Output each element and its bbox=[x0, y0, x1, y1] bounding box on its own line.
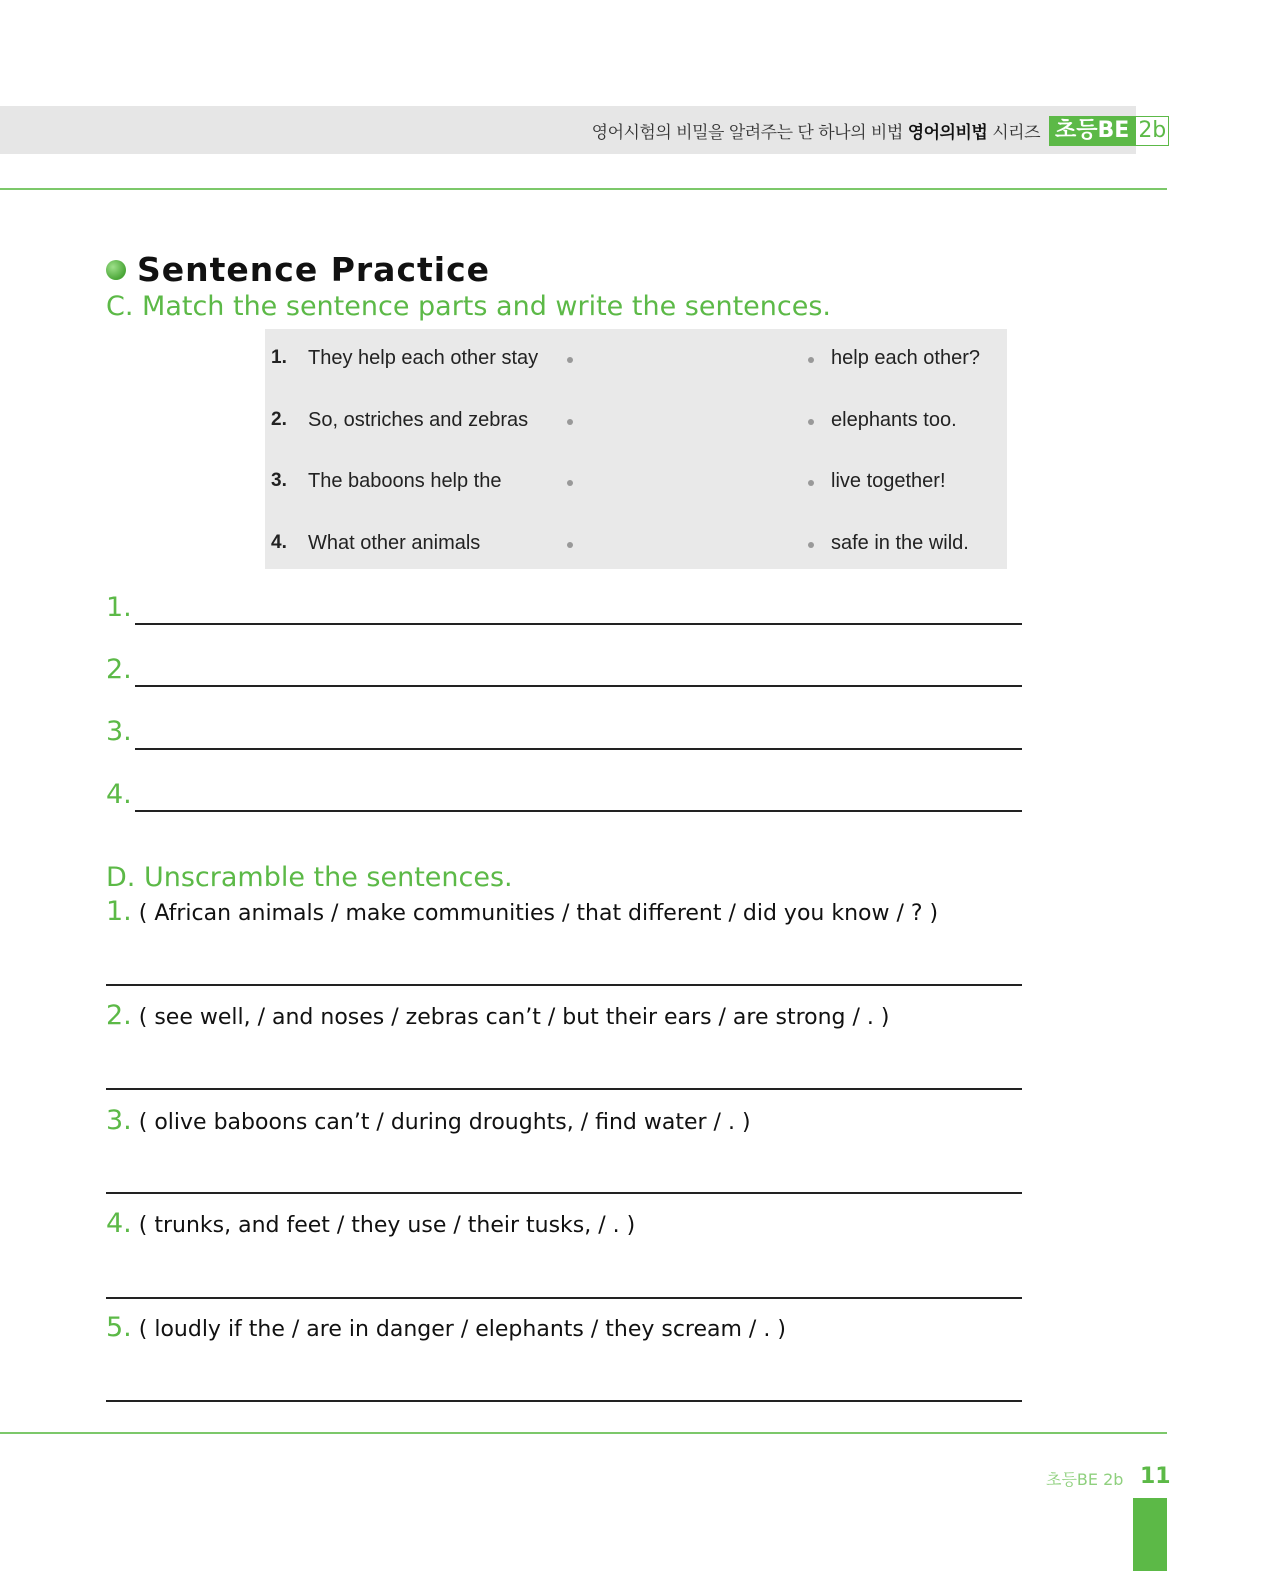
match-num: 4. bbox=[271, 532, 287, 553]
match-row bbox=[265, 339, 1007, 379]
tagline-suffix: 시리즈 bbox=[992, 123, 1040, 143]
match-right: safe in the wild. bbox=[831, 532, 969, 554]
question-text: ( African animals / make communities / that different / did you know / ? ) bbox=[138, 901, 939, 926]
match-right-dot[interactable] bbox=[808, 357, 814, 363]
match-right: elephants too. bbox=[831, 409, 957, 431]
instruction-c: C. Match the sentence parts and write the sentences. bbox=[106, 291, 831, 322]
question-number: 5. bbox=[106, 1312, 132, 1343]
match-left-dot[interactable] bbox=[567, 542, 573, 548]
match-right-dot[interactable] bbox=[808, 542, 814, 548]
match-num: 1. bbox=[271, 347, 287, 368]
match-left-dot[interactable] bbox=[567, 357, 573, 363]
match-left-dot[interactable] bbox=[567, 480, 573, 486]
book-badge bbox=[1049, 116, 1169, 146]
footer-tab bbox=[1133, 1498, 1167, 1571]
unscramble-item bbox=[106, 896, 938, 927]
unscramble-item bbox=[106, 1312, 786, 1343]
match-left: What other animals bbox=[308, 532, 481, 554]
answer-number: 2. bbox=[106, 654, 132, 685]
question-text: ( loudly if the / are in danger / elephants / they scream / . ) bbox=[138, 1317, 786, 1342]
badge-main: 초등BE bbox=[1049, 116, 1135, 146]
answer-number: 1. bbox=[106, 592, 132, 623]
unscramble-item bbox=[106, 1208, 635, 1239]
question-number: 4. bbox=[106, 1208, 132, 1239]
match-num: 3. bbox=[271, 470, 287, 491]
match-num: 2. bbox=[271, 409, 287, 430]
match-left-dot[interactable] bbox=[567, 419, 573, 425]
page-number: 11 bbox=[1140, 1464, 1171, 1489]
match-row bbox=[265, 401, 1007, 441]
question-text: ( olive baboons can’t / during droughts, / find water / . ) bbox=[138, 1110, 751, 1135]
answer-line-3[interactable] bbox=[135, 748, 1022, 750]
match-row bbox=[265, 462, 1007, 502]
match-right-dot[interactable] bbox=[808, 419, 814, 425]
match-right: live together! bbox=[831, 470, 946, 492]
instruction-d: D. Unscramble the sentences. bbox=[106, 862, 513, 893]
question-text: ( see well, / and noses / zebras can’t / but their ears / are strong / . ) bbox=[138, 1005, 890, 1030]
question-number: 3. bbox=[106, 1105, 132, 1136]
answer-line-2[interactable] bbox=[135, 685, 1022, 687]
match-row bbox=[265, 524, 1007, 564]
match-right: help each other? bbox=[831, 347, 981, 369]
section-title: Sentence Practice bbox=[137, 250, 491, 289]
answer-line-d1[interactable] bbox=[106, 984, 1022, 986]
match-left: The baboons help the bbox=[308, 470, 502, 492]
answer-line-4[interactable] bbox=[135, 810, 1022, 812]
match-box bbox=[265, 329, 1007, 569]
match-left: They help each other stay bbox=[308, 347, 539, 369]
answer-number: 4. bbox=[106, 779, 132, 810]
answer-line-d4[interactable] bbox=[106, 1297, 1022, 1299]
question-number: 1. bbox=[106, 896, 132, 927]
section-heading bbox=[106, 250, 490, 289]
tagline-bold: 영어의비법 bbox=[907, 123, 988, 143]
bullet-dot-icon bbox=[106, 260, 126, 280]
footer-book: 초등BE 2b bbox=[1046, 1470, 1124, 1489]
question-number: 2. bbox=[106, 1000, 132, 1031]
unscramble-item bbox=[106, 1105, 751, 1136]
header-divider bbox=[0, 188, 1167, 190]
answer-line-d5[interactable] bbox=[106, 1400, 1022, 1402]
answer-line-d3[interactable] bbox=[106, 1192, 1022, 1194]
unscramble-item bbox=[106, 1000, 889, 1031]
badge-level: 2b bbox=[1135, 116, 1169, 146]
match-right-dot[interactable] bbox=[808, 480, 814, 486]
answer-line-1[interactable] bbox=[135, 623, 1022, 625]
series-tagline bbox=[592, 118, 1040, 143]
answer-number: 3. bbox=[106, 716, 132, 747]
footer-divider bbox=[0, 1432, 1167, 1434]
answer-line-d2[interactable] bbox=[106, 1088, 1022, 1090]
tagline-prefix: 영어시험의 비밀을 알려주는 단 하나의 비법 bbox=[591, 123, 903, 143]
match-left: So, ostriches and zebras bbox=[308, 409, 529, 431]
question-text: ( trunks, and feet / they use / their tusks, / . ) bbox=[138, 1213, 636, 1238]
